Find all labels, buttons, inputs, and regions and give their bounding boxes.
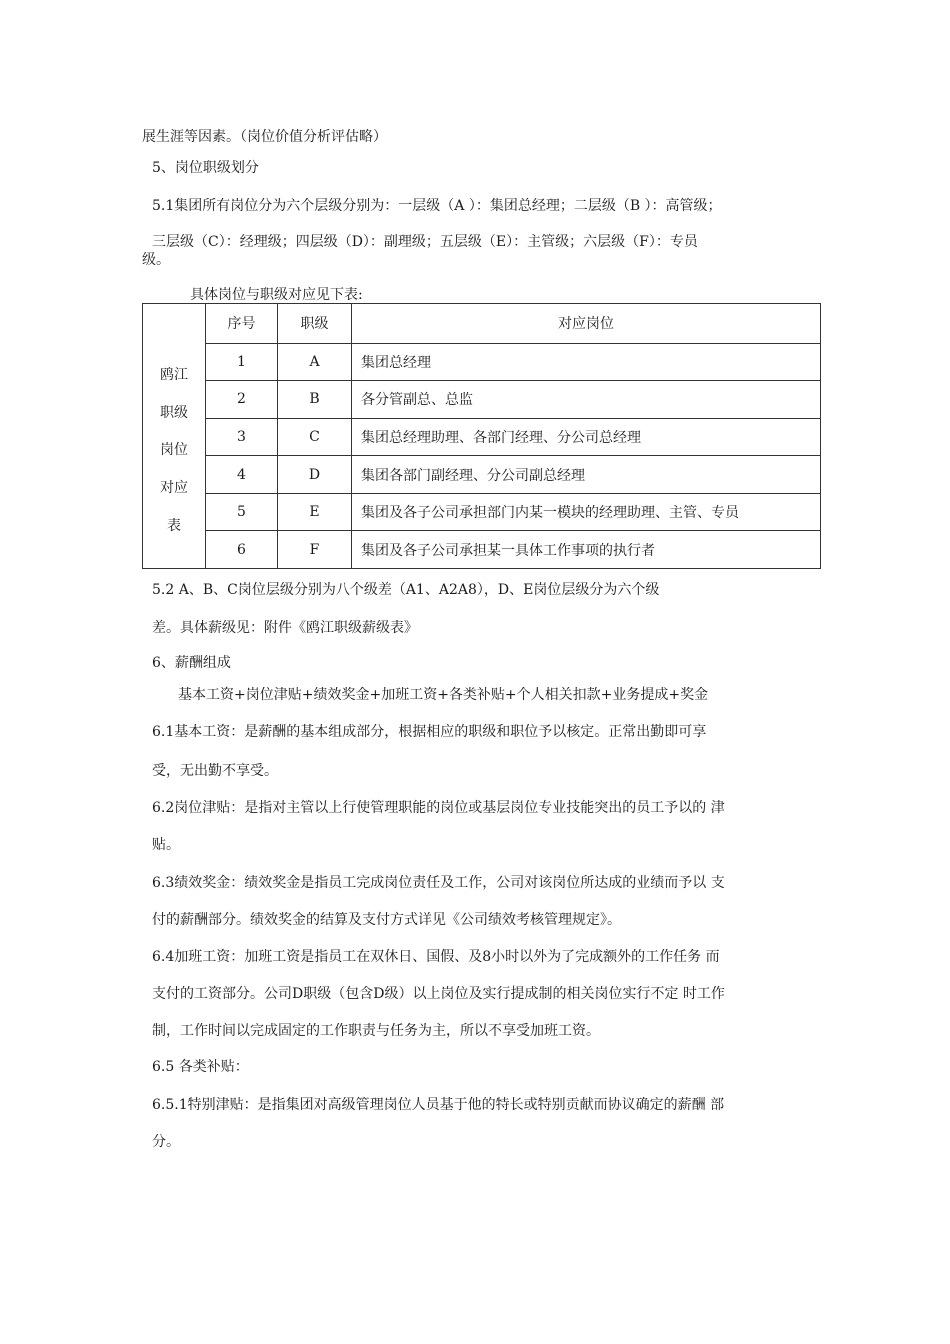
section-6-2-line2: 贴。 bbox=[152, 837, 180, 853]
row-grade: E bbox=[278, 493, 352, 531]
section-6-5-heading: 6.5 各类补贴： bbox=[152, 1059, 249, 1075]
header-post: 对应岗位 bbox=[352, 304, 821, 344]
row-no: 3 bbox=[206, 418, 278, 456]
table-row bbox=[143, 381, 821, 419]
section-5-1-line2: 三层级（C）：经理级；四层级（D）：副理级；五层级（E）：主管级；六层级（F）：专员 bbox=[152, 234, 698, 250]
row-post: 集团总经理 bbox=[352, 343, 821, 381]
row-post: 集团及各子公司承担部门内某一模块的经理助理、主管、专员 bbox=[352, 493, 821, 531]
row-post: 集团及各子公司承担某一具体工作事项的执行者 bbox=[352, 531, 821, 569]
row-grade: F bbox=[278, 531, 352, 569]
side-label-5: 表 bbox=[167, 518, 181, 534]
row-post: 集团总经理助理、各部门经理、分公司总经理 bbox=[352, 418, 821, 456]
table-row bbox=[143, 456, 821, 494]
row-grade: C bbox=[278, 418, 352, 456]
row-no: 4 bbox=[206, 456, 278, 494]
section-6-heading: 6、薪酬组成 bbox=[152, 655, 231, 671]
section-6-1-line2: 受，无出勤不享受。 bbox=[152, 763, 278, 779]
table-row bbox=[143, 343, 821, 381]
row-grade: B bbox=[278, 381, 352, 419]
section-5-2-line2: 差。具体薪级见：附件《鸥江职级薪级表》 bbox=[152, 620, 418, 636]
table-intro: 具体岗位与职级对应见下表: bbox=[190, 287, 363, 303]
section-6-3-line2: 付的薪酬部分。绩效奖金的结算及支付方式详见《公司绩效考核管理规定》。 bbox=[152, 912, 621, 928]
section-5-1-line3: 级。 bbox=[142, 252, 170, 268]
row-post: 各分管副总、总监 bbox=[352, 381, 821, 419]
paragraph-career: 展生涯等因素。（岗位价值分析评估略） bbox=[142, 129, 387, 145]
section-6-2-line1: 6.2岗位津贴：是指对主管以上行使管理职能的岗位或基层岗位专业技能突出的员工予以的 津 bbox=[152, 800, 725, 816]
section-5-2-line1: 5.2 A、B、C岗位层级分别为八个级差（A1、A2A8），D、E岗位层级分为六个级 bbox=[152, 582, 660, 598]
section-5-heading: 5、岗位职级划分 bbox=[152, 160, 259, 176]
row-grade: D bbox=[278, 456, 352, 494]
side-label-2: 职级 bbox=[160, 405, 188, 421]
salary-formula: 基本工资+岗位津贴+绩效奖金+加班工资+各类补贴+个人相关扣款+业务提成+奖金 bbox=[178, 687, 709, 703]
side-label-3: 岗位 bbox=[160, 442, 188, 458]
section-6-5-1-line1: 6.5.1特别津贴：是指集团对高级管理岗位人员基于他的特长或特别贡献而协议确定的薪酬 部 bbox=[152, 1097, 725, 1113]
section-6-5-1-line2: 分。 bbox=[152, 1134, 180, 1150]
side-label-1: 鸥江 bbox=[160, 367, 188, 383]
row-post: 集团各部门副经理、分公司副总经理 bbox=[352, 456, 821, 494]
row-no: 1 bbox=[206, 343, 278, 381]
section-6-1-line1: 6.1基本工资：是薪酬的基本组成部分，根据相应的职级和职位予以核定。正常出勤即可享 bbox=[152, 724, 707, 740]
section-6-3-line1: 6.3绩效奖金：绩效奖金是指员工完成岗位责任及工作，公司对该岗位所达成的业绩而予以 支 bbox=[152, 875, 725, 891]
header-grade: 职级 bbox=[278, 304, 352, 344]
row-no: 5 bbox=[206, 493, 278, 531]
table-row bbox=[143, 493, 821, 531]
side-label-4: 对应 bbox=[160, 480, 188, 496]
grade-position-table bbox=[142, 303, 821, 569]
section-5-1-line1: 5.1集团所有岗位分为六个层级分别为：一层级（A ）：集团总经理；二层级（B ）：高管级； bbox=[152, 198, 722, 214]
section-6-4-line1: 6.4加班工资：加班工资是指员工在双休日、国假、及8小时以外为了完成额外的工作任务 而 bbox=[152, 949, 720, 965]
row-no: 6 bbox=[206, 531, 278, 569]
row-no: 2 bbox=[206, 381, 278, 419]
table-side-label bbox=[143, 304, 206, 569]
table-row bbox=[143, 418, 821, 456]
row-grade: A bbox=[278, 343, 352, 381]
table-row bbox=[143, 531, 821, 569]
section-6-4-line3: 制，工作时间以完成固定的工作职责与任务为主，所以不享受加班工资。 bbox=[152, 1023, 600, 1039]
section-6-4-line2: 支付的工资部分。公司D职级（包含D级）以上岗位及实行提成制的相关岗位实行不定 时工作 bbox=[152, 986, 725, 1002]
header-no: 序号 bbox=[206, 304, 278, 344]
